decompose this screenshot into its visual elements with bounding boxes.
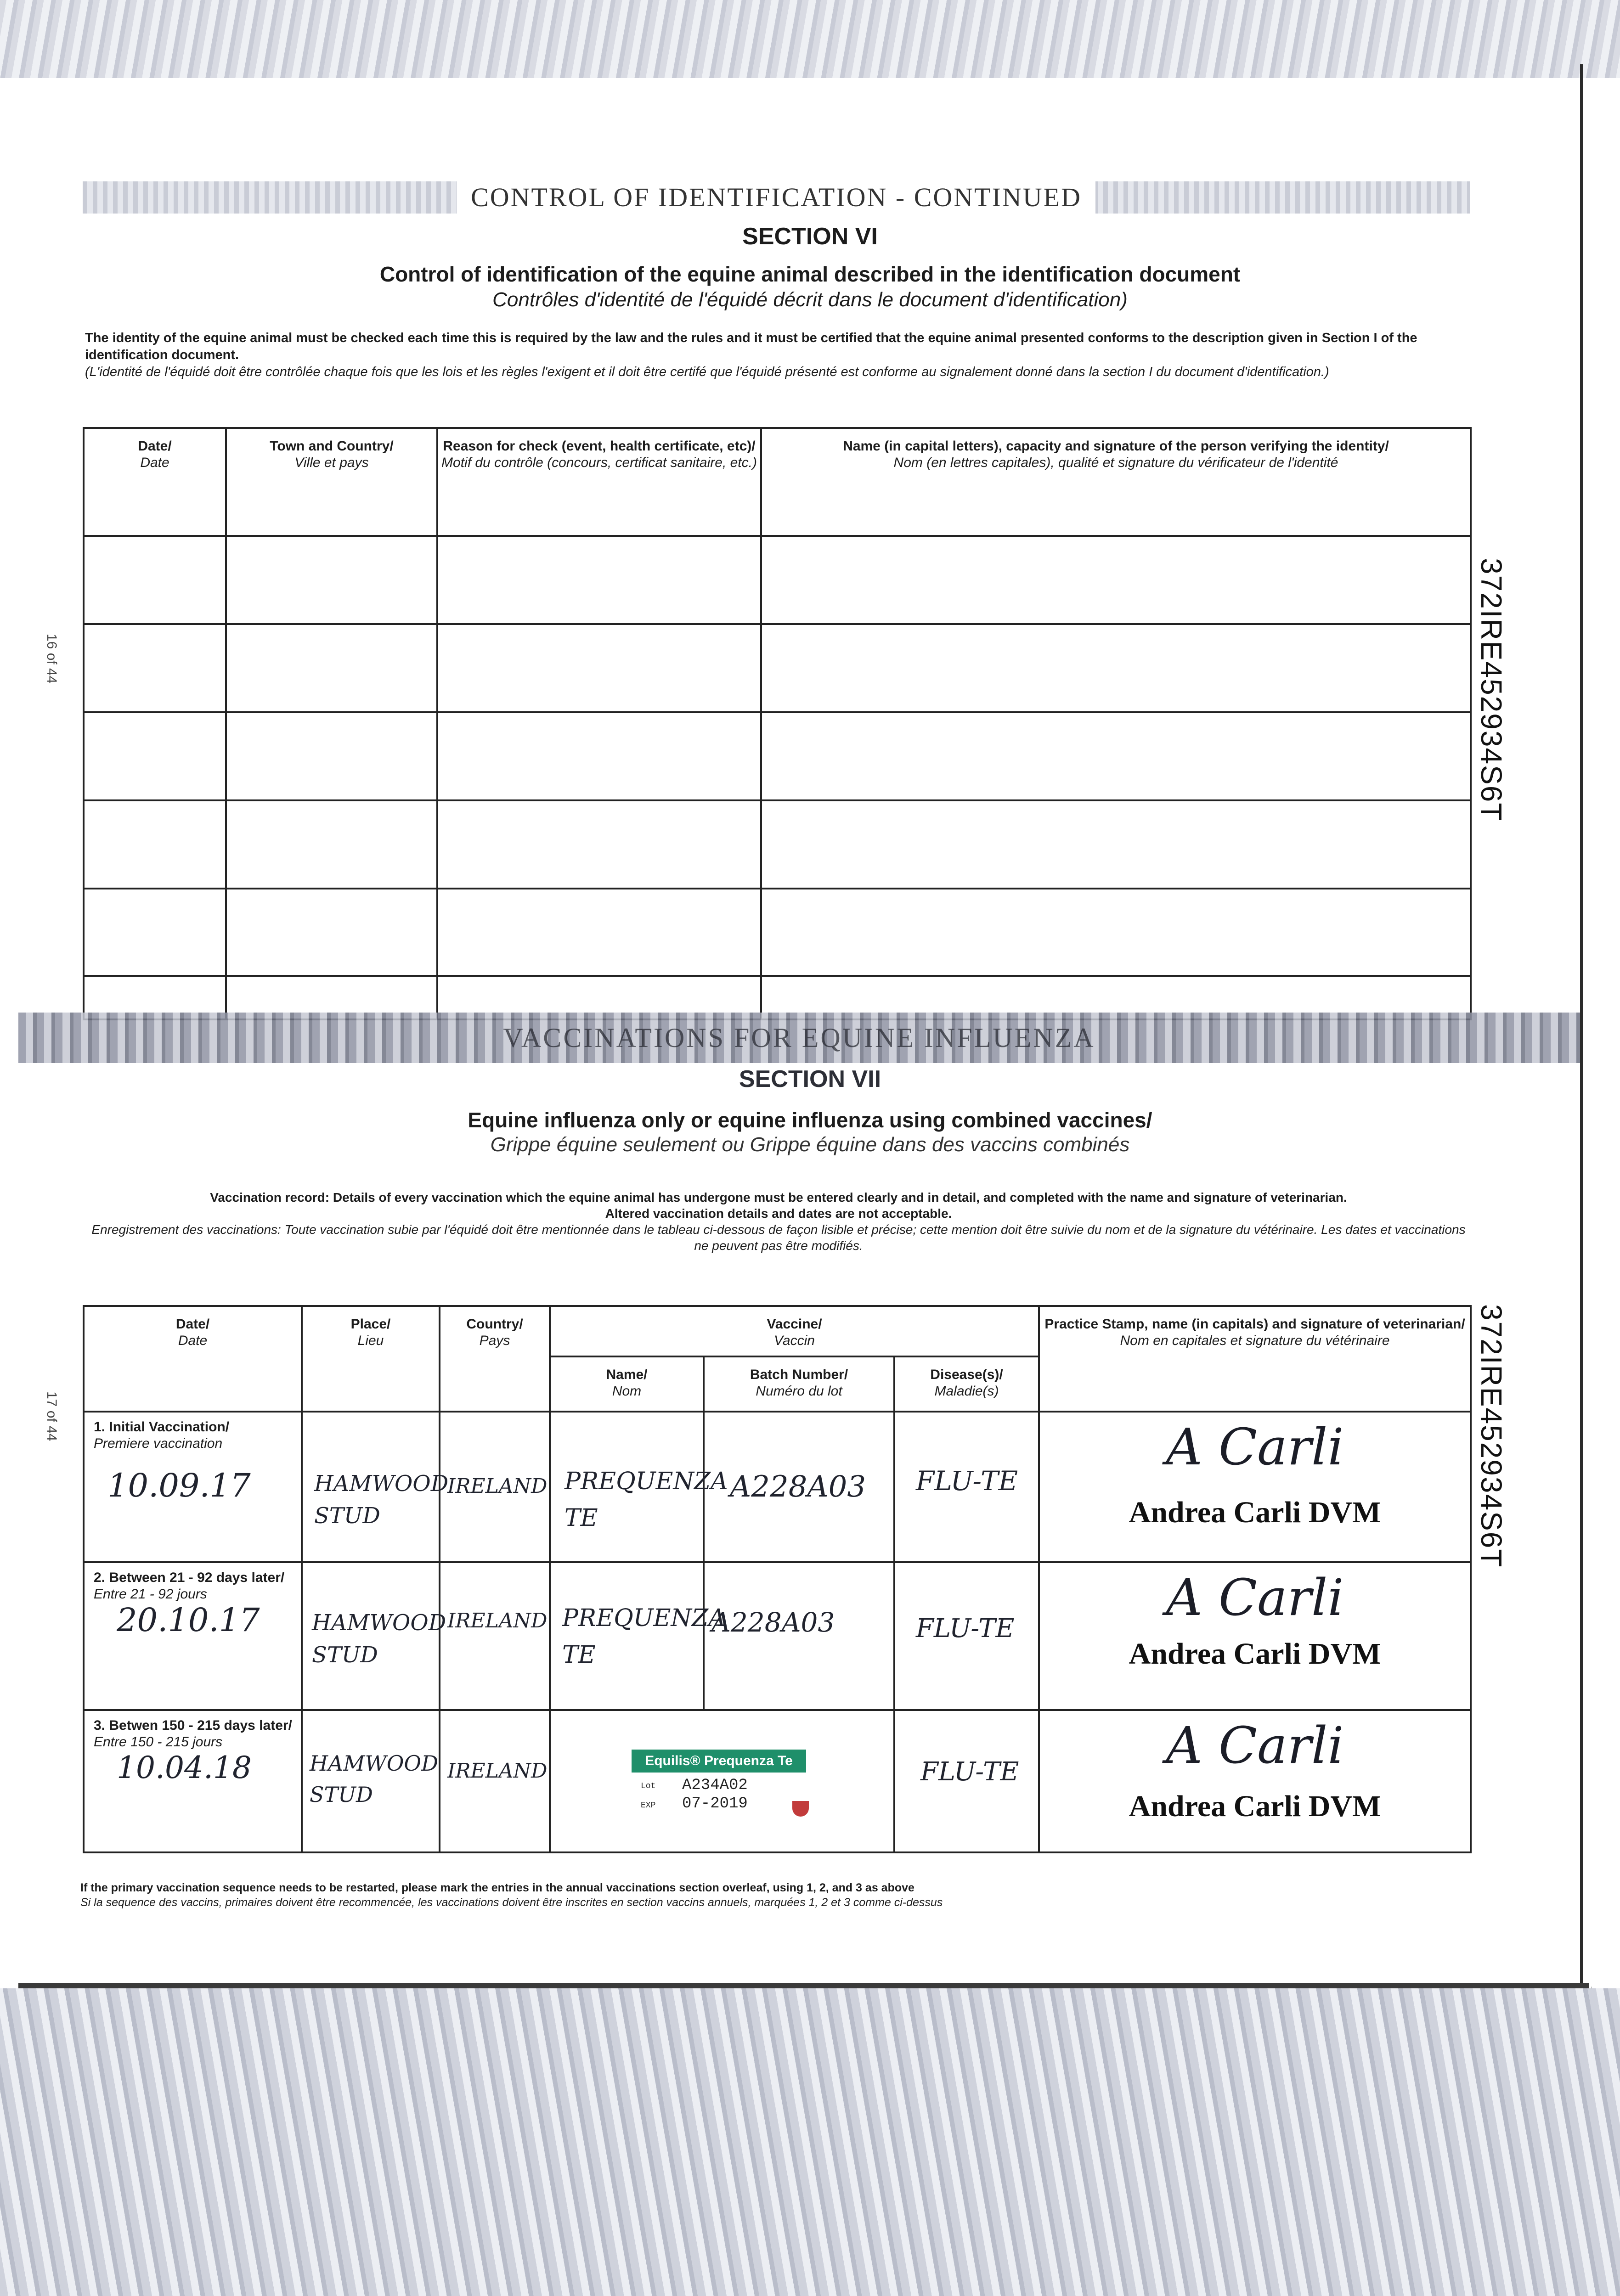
sticker-exp-label: EXP — [641, 1801, 656, 1810]
section-vi-instructions — [85, 330, 1463, 381]
sticker-lot: A234A02 — [682, 1777, 748, 1794]
scan-top-margin — [0, 0, 1620, 78]
section-vii-subtitle-en: Equine influenza only or equine influenza using combined vaccines/ — [468, 1108, 1152, 1132]
identification-row — [84, 889, 1471, 976]
col-vaccine-name: Name/ Nom — [550, 1356, 704, 1412]
vaccination-country: IRELAND — [440, 1412, 550, 1562]
identification-row — [84, 800, 1471, 889]
vaccination-date: 10.09.17 — [107, 1467, 251, 1504]
vaccination-date: 20.10.17 — [117, 1601, 260, 1639]
disease: FLU-TE — [894, 1562, 1039, 1710]
vaccination-record-text — [87, 1189, 1470, 1254]
vet-name: Andrea Carli DVM — [1129, 1637, 1381, 1671]
row-label: 3. Betwen 150 - 215 days later/ Entre 150 - 215 jours 10.04.18 — [84, 1710, 302, 1852]
vet-signature: A Carli — [1166, 1568, 1344, 1627]
vaccination-country: IRELAND — [440, 1562, 550, 1710]
section-vii-subtitle-fr: Grippe équine seulement ou Grippe équine dans des vaccins combinés — [490, 1133, 1130, 1156]
vet-signature: A Carli — [1166, 1418, 1344, 1476]
col-practice-stamp: Practice Stamp, name (in capitals) and signature of veterinarian/ Nom en capitales et signature du vétérinaire — [1039, 1306, 1471, 1412]
section-vi-subtitle-en: Control of identification of the equine animal described in the identification document — [379, 262, 1241, 286]
identification-check-table — [83, 427, 1472, 1020]
col-batch-number: Batch Number/ Numéro du lot — [704, 1356, 894, 1412]
document-number-bottom: 372IRE452934S6T — [1475, 1304, 1508, 1568]
page-number-16: 16 of 44 — [44, 634, 59, 684]
col-disease: Disease(s)/ Maladie(s) — [894, 1356, 1039, 1412]
scan-bottom-margin — [0, 1988, 1620, 2296]
row-label: 1. Initial Vaccination/ Premiere vaccination 10.09.17 — [84, 1412, 302, 1562]
vaccination-place: HAMWOOD STUD — [302, 1412, 440, 1562]
record-label: Vaccination record: — [210, 1190, 330, 1204]
col-reason: Reason for check (event, health certificate, etc)/ Motif du contrôle (concours, certificat sanitaire, etc.) — [437, 428, 761, 536]
footnote-fr: Si la sequence des vaccins, primaires doivent être recommencée, les vaccinations doivent être inscrites en section vaccins annuels, marquées 1, 2 et 3 comme ci-dessus — [80, 1896, 943, 1909]
col-place: Place/ Lieu — [302, 1306, 440, 1412]
row-label: 2. Between 21 - 92 days later/ Entre 21 - 92 jours 20.10.17 — [84, 1562, 302, 1710]
vaccination-row — [84, 1412, 1471, 1562]
footnote — [80, 1880, 943, 1910]
identification-row — [84, 712, 1471, 800]
section-vi-banner-text: CONTROL OF IDENTIFICATION - CONTINUED — [457, 181, 1095, 214]
col-vacc-date: Date/ Date — [84, 1306, 302, 1412]
instructions-fr: (L'identité de l'équidé doit être contrôlée chaque fois que les lois et les règles l'exigent et il doit être certifé que l'équidé présenté est conforme au signalement donné dans la section I du document d'identification.) — [85, 365, 1329, 379]
sticker-body — [632, 1773, 806, 1813]
vaccination-date: 10.04.18 — [117, 1750, 252, 1785]
section-vi-banner — [83, 181, 1470, 214]
vaccine-name: PREQUENZA TE — [550, 1412, 704, 1562]
section-vii-title: SECTION VII — [739, 1066, 881, 1092]
col-vaccine: Vaccine/ Vaccin — [550, 1306, 1039, 1356]
section-vi-subtitle-fr: Contrôles d'identité de l'équidé décrit dans le document d'identification) — [492, 288, 1128, 311]
record-en: Details of every vaccination which the equine animal has undergone must be entered clearly and in detail, and completed with the name and signature of veterinarian. — [333, 1190, 1347, 1204]
disease: FLU-TE — [894, 1412, 1039, 1562]
vet-signature-cell — [1039, 1710, 1471, 1852]
vaccination-place: HAMWOOD STUD — [302, 1562, 440, 1710]
col-country: Country/ Pays — [440, 1306, 550, 1412]
vet-signature-cell — [1039, 1562, 1471, 1710]
vet-signature: A Carli — [1166, 1716, 1344, 1775]
page-number-17: 17 of 44 — [44, 1391, 59, 1441]
vet-name: Andrea Carli DVM — [1129, 1496, 1381, 1529]
vaccination-header-row — [84, 1306, 1471, 1356]
vet-name: Andrea Carli DVM — [1129, 1790, 1381, 1823]
batch-number: A228A03 — [704, 1562, 894, 1710]
section-vi-title: SECTION VI — [742, 223, 878, 250]
sticker-exp: 07-2019 — [682, 1795, 748, 1812]
record-note: Altered vaccination details and dates are not acceptable. — [605, 1206, 952, 1221]
document-number-top: 372IRE452934S6T — [1475, 558, 1508, 822]
record-fr: Enregistrement des vaccinations: Toute vaccination subie par l'équidé doit être mentionnée dans le tableau ci-dessous de façon lisible et précise; cette mention doit être suivie du nom et de la signature du vétérinaire. Les dates et vaccinations ne peuvent pas être modifiés. — [91, 1222, 1466, 1253]
vaccination-place: HAMWOOD STUD — [302, 1710, 440, 1852]
vaccination-row — [84, 1562, 1471, 1710]
sticker-product: Equilis® Prequenza Te — [632, 1750, 806, 1773]
disease: FLU-TE — [894, 1710, 1039, 1852]
col-verifier: Name (in capital letters), capacity and signature of the person verifying the identity/ Nom (en lettres capitales), qualité et signature du vérificateur de l'identité — [761, 428, 1471, 536]
vet-signature-cell — [1039, 1412, 1471, 1562]
vaccination-country: IRELAND — [440, 1710, 550, 1852]
sticker-lot-label: Lot — [641, 1782, 656, 1791]
batch-number: A228A03 — [704, 1412, 894, 1562]
col-date: Date/ Date — [84, 428, 226, 536]
identification-row — [84, 536, 1471, 624]
page-edge — [1580, 64, 1592, 1998]
col-town-country: Town and Country/ Ville et pays — [226, 428, 437, 536]
footnote-en: If the primary vaccination sequence needs to be restarted, please mark the entries in the annual vaccinations section overleaf, using 1, 2, and 3 as above — [80, 1881, 914, 1894]
section-vii-banner: VACCINATIONS FOR EQUINE INFLUENZA — [503, 1023, 1095, 1053]
instructions-en: The identity of the equine animal must be checked each time this is required by the law and the rules and it must be certified that the equine animal presented conforms to the description given in Section I of the identification document. — [85, 331, 1417, 362]
identification-header-row — [84, 428, 1471, 536]
identification-row — [84, 624, 1471, 712]
vaccine-name: PREQUENZA TE — [550, 1562, 704, 1710]
vaccine-batch-sticker — [632, 1750, 806, 1830]
